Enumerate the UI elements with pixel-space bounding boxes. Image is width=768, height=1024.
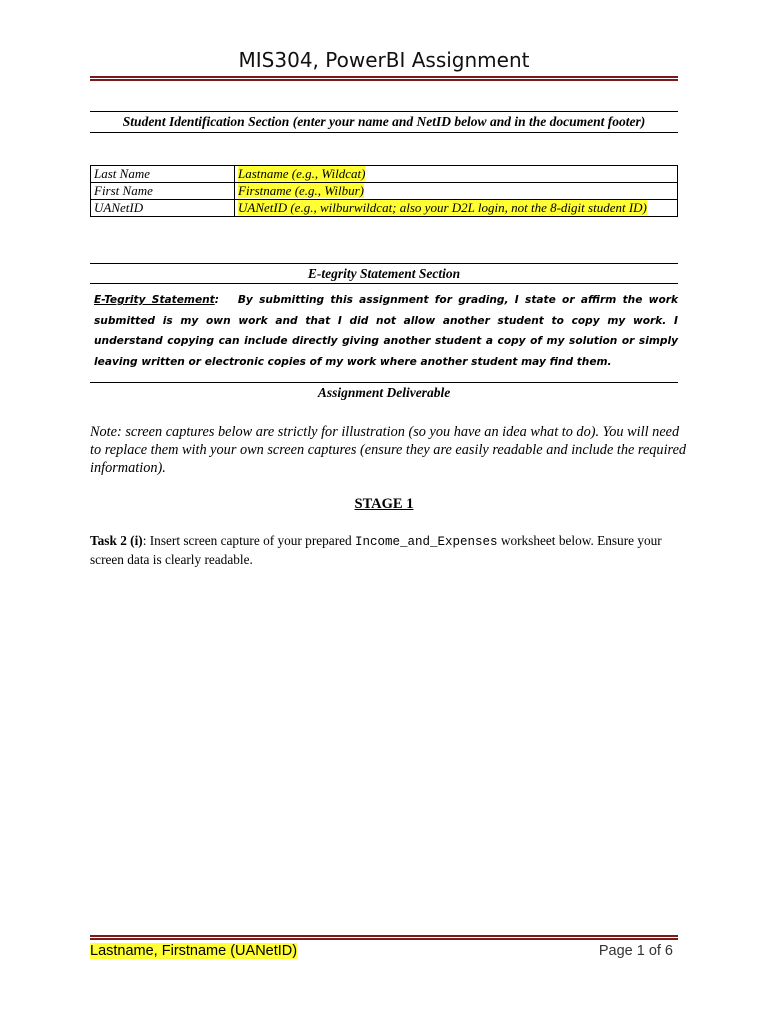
stage-heading: STAGE 1 [354, 496, 414, 512]
first-name-field[interactable] [235, 183, 678, 200]
footer-rule [90, 935, 678, 940]
netid-value[interactable]: UANetID (e.g., wilburwildcat; also your D2L login, not the 8-digit student ID) [238, 200, 647, 215]
illustration-note: Note: screen captures below are strictly for illustration (so you have an idea what to do). You will need to replace them with your own screen captures (ensure they are easily readable and include the required information). [90, 424, 687, 476]
task-text-before: : Insert screen capture of your prepared [142, 533, 355, 548]
task-code: Income_and_Expenses [355, 535, 498, 549]
task-instruction [90, 532, 690, 569]
student-id-heading: Student Identification Section (enter your name and NetID below and in the document footer) [90, 111, 678, 133]
table-row [91, 200, 678, 217]
task-label: Task 2 (i) [90, 533, 143, 548]
netid-label: UANetID [91, 200, 235, 217]
etegrity-statement [94, 290, 678, 372]
last-name-label: Last Name [91, 166, 235, 183]
footer-name[interactable] [90, 943, 297, 959]
etegrity-colon: : [214, 294, 219, 306]
netid-field[interactable] [235, 200, 678, 217]
page-title: MIS304, PowerBI Assignment [238, 48, 530, 72]
first-name-label: First Name [91, 183, 235, 200]
etegrity-heading: E-tegrity Statement Section [90, 263, 678, 284]
task-text-after: worksheet below. Ensure your screen data is clearly readable. [90, 533, 662, 567]
deliverable-heading: Assignment Deliverable [90, 382, 678, 401]
header-rule [90, 76, 678, 81]
etegrity-text: By submitting this assignment for grading, I state or affirm the work submitted is my own work and that I did not allow another student to copy my work. I understand copying can include directly giving another student a copy of my solution or simply leaving written or electronic copies of my work where another student may find them. [94, 294, 678, 368]
last-name-field[interactable] [235, 166, 678, 183]
page-number: Page 1 of 6 [598, 943, 673, 959]
footer-name-value[interactable]: Lastname, Firstname (UANetID) [90, 943, 298, 959]
table-row [91, 166, 678, 183]
last-name-value[interactable]: Lastname (e.g., Wildcat) [238, 166, 366, 181]
first-name-value[interactable]: Firstname (e.g., Wilbur) [238, 183, 365, 198]
etegrity-lead: E-Tegrity Statement [94, 294, 215, 306]
table-row [91, 183, 678, 200]
student-id-table [90, 165, 678, 217]
